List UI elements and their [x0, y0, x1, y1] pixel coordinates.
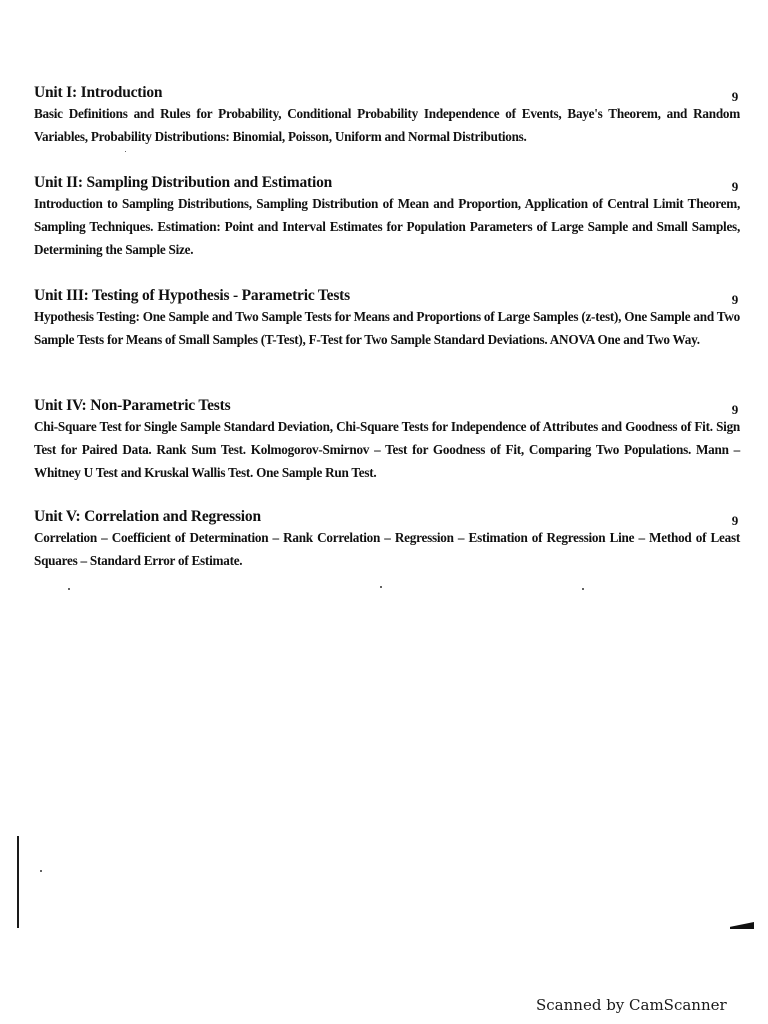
unit-description: Correlation – Coefficient of Determination – Rank Correlation – Regression – Estimation of Regression Line – Method of Least Squares – Standard Error of Estimate.: [34, 530, 740, 568]
unit-section-1: [34, 84, 740, 148]
scan-edge-mark: [730, 922, 754, 929]
unit-heading: [34, 397, 740, 415]
scan-speck: [582, 588, 584, 590]
unit-heading: [34, 287, 740, 305]
unit-title: Unit V: Correlation and Regression: [34, 508, 261, 525]
scan-speck: [125, 151, 126, 152]
scanner-watermark: Scanned by CamScanner: [536, 996, 727, 1014]
unit-title: Unit IV: Non-Parametric Tests: [34, 397, 231, 414]
unit-hours: 9: [731, 179, 738, 194]
unit-section-3: [34, 287, 740, 351]
unit-heading: [34, 174, 740, 192]
unit-title: Unit III: Testing of Hypothesis - Parametric Tests: [34, 287, 350, 304]
unit-description: Introduction to Sampling Distributions, Sampling Distribution of Mean and Proportion, Application of Central Limit Theorem, Sampling Techniques. Estimation: Point and Interval Estimates for Population Parameters of Large Sample and Small Samples, Determining the Sample Size.: [34, 196, 740, 257]
unit-hours: 9: [731, 513, 738, 528]
unit-title: Unit I: Introduction: [34, 84, 163, 101]
scan-speck: [380, 586, 382, 588]
unit-hours: 9: [731, 402, 738, 417]
unit-description: Basic Definitions and Rules for Probability, Conditional Probability Independence of Events, Baye's Theorem, and Random Variables, Probability Distributions: Binomial, Poisson, Uniform and Normal Distributions.: [34, 106, 740, 144]
unit-heading: [34, 508, 740, 526]
unit-heading: [34, 84, 740, 102]
unit-section-2: [34, 174, 740, 261]
unit-section-4: [34, 397, 740, 484]
unit-hours: 9: [731, 292, 738, 307]
scan-speck: [40, 870, 42, 872]
unit-hours: 9: [731, 89, 738, 104]
unit-description: Chi-Square Test for Single Sample Standard Deviation, Chi-Square Tests for Independence of Attributes and Goodness of Fit. Sign Test for Paired Data. Rank Sum Test. Kolmogorov-Smirnov – Test for Goodness of Fit, Comparing Two Populations. Mann – Whitney U Test and Kruskal Wallis Test. One Sample Run Test.: [34, 419, 740, 480]
unit-section-5: [34, 508, 740, 572]
unit-description: Hypothesis Testing: One Sample and Two Sample Tests for Means and Proportions of Large Samples (z-test), One Sample and Two Sample Tests for Means of Small Samples (T-Test), F-Test for Two Sample Standard Deviations. ANOVA One and Two Way.: [34, 309, 740, 347]
scan-speck: [68, 588, 70, 590]
unit-title: Unit II: Sampling Distribution and Estimation: [34, 174, 333, 191]
scan-edge-line: [17, 836, 19, 928]
